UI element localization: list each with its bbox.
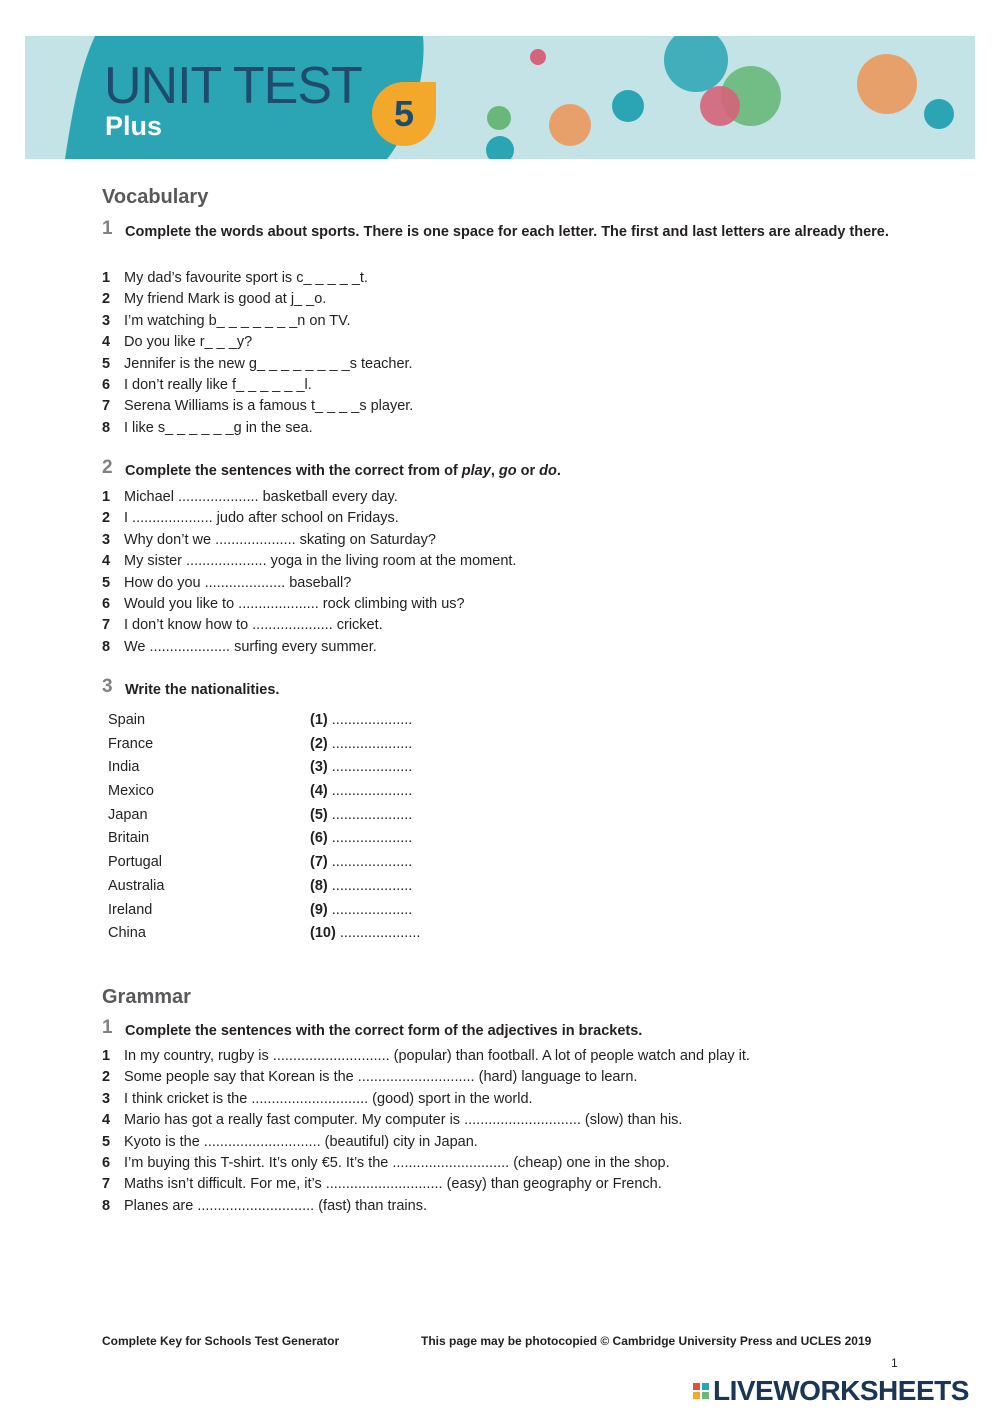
logo-text: LIVEWORKSHEETS [713,1375,969,1406]
sentence: My sister .................... yoga in the living room at the moment. [124,553,517,570]
liveworksheets-logo[interactable] [693,1376,969,1406]
list-item: 6 I don’t really like f_ _ _ _ _ _l. [102,376,312,393]
table-row: France (2) .................... [108,733,420,757]
list-item: 4 Do you like r_ _ _y? [102,334,253,351]
list-item: 3 I think cricket is the ............................. (good) sport in the world. [102,1090,533,1107]
instruction-text: Complete the words about sports. There is one space for each letter. The first and last letters are already there. [125,224,889,240]
list-item: 1 My dad’s favourite sport is c_ _ _ _ _t. [102,270,368,286]
exercise-number: 1 [102,1017,113,1038]
answer-blank[interactable]: .................... [331,901,413,918]
grammar-heading: Grammar [102,986,191,1008]
answer-blank[interactable]: .................... [331,806,413,823]
sentence: Some people say that Korean is the ............................. (hard) language to learn. [124,1069,638,1086]
list-item: 2 Some people say that Korean is the ............................. (hard) language to learn. [102,1069,638,1086]
answer-blank[interactable]: .................... [339,925,421,942]
sentence: I .................... judo after school on Fridays. [124,510,399,527]
list-item: 2 I .................... judo after school on Fridays. [102,510,399,527]
answer-blank[interactable]: .................... [331,830,413,847]
sentence: Mario has got a really fast computer. My computer is ............................. (slow) than his. [124,1112,683,1129]
list-item: 6 I’m buying this T-shirt. It’s only €5. It’s the ............................. (cheap) one in the shop. [102,1154,670,1171]
list-item: 1 Michael .................... basketball every day. [102,489,398,505]
answer-blank[interactable]: .................... [331,783,413,800]
answer-blank[interactable]: .................... [331,712,413,728]
table-row: Japan (5) .................... [108,804,420,828]
list-item: 8 Planes are ............................. (fast) than trains. [102,1197,427,1214]
exercise-number: 3 [102,676,113,697]
list-item: 7 Serena Williams is a famous t_ _ _ _s player. [102,398,414,415]
table-row: Mexico (4) .................... [108,780,420,804]
table-row: Ireland (9) .................... [108,899,420,923]
unit-number: 5 [393,93,415,134]
country: Japan [108,806,148,823]
instruction-text: Complete the sentences with the correct from of play, go or do. [125,463,561,479]
country: Mexico [108,783,154,800]
sentence: Serena Williams is a famous t_ _ _ _s player. [124,398,414,415]
sentence: I think cricket is the ............................. (good) sport in the world. [124,1090,533,1107]
nationalities-table [108,709,420,946]
vocab-exercise-2-list [102,487,516,658]
vocab-exercise-3-instruction [102,676,892,701]
page-number: 1 [891,1356,898,1370]
country: Australia [108,877,165,894]
country: France [108,735,154,752]
footer-left: Complete Key for Schools Test Generator [102,1334,340,1348]
sentence: My friend Mark is good at j_ _o. [124,291,327,308]
sentence: In my country, rugby is ............................. (popular) than football. A lot of people watch and play it. [124,1048,750,1064]
country: India [108,759,140,776]
list-item: 1 In my country, rugby is ............................. (popular) than football. A lot of people watch and play it. [102,1048,750,1064]
vocab-exercise-1-instruction [102,218,892,243]
sentence: Jennifer is the new g_ _ _ _ _ _ _ _s teacher. [124,355,413,372]
answer-blank[interactable]: .................... [331,854,413,871]
sentence: Maths isn’t difficult. For me, it’s ............................. (easy) than geography or French. [124,1176,662,1193]
answer-blank[interactable]: .................... [331,759,413,776]
unit-test-subtitle: Plus [105,111,163,141]
answer-blank[interactable]: .................... [331,735,413,752]
list-item: 4 My sister .................... yoga in the living room at the moment. [102,553,517,570]
table-row: Britain (6) .................... [108,827,420,851]
instruction-text: Complete the sentences with the correct form of the adjectives in brackets. [125,1023,643,1039]
list-item: 7 Maths isn’t difficult. For me, it’s ............................. (easy) than geography or French. [102,1176,662,1193]
country: China [108,925,146,942]
list-item: 5 How do you .................... baseball? [102,574,352,591]
sentence: I’m watching b_ _ _ _ _ _ _n on TV. [124,312,351,329]
sentence: I don’t know how to .................... cricket. [124,617,383,634]
answer-blank[interactable]: .................... [331,877,413,894]
list-item: 3 I’m watching b_ _ _ _ _ _ _n on TV. [102,312,351,329]
vocab-exercise-1-list [102,268,413,439]
country: Ireland [108,901,153,918]
sentence: My dad’s favourite sport is c_ _ _ _ _t. [124,270,368,286]
sentence: I’m buying this T-shirt. It’s only €5. It’s the ............................. (cheap) one in the shop. [124,1154,670,1171]
exercise-number: 2 [102,457,113,478]
table-row: Spain (1) .................... [108,709,420,733]
country: Spain [108,712,146,728]
vocab-exercise-2-instruction [102,457,892,482]
list-item: 5 Kyoto is the ............................. (beautiful) city in Japan. [102,1133,478,1150]
list-item: 8 I like s_ _ _ _ _ _g in the sea. [102,419,313,436]
list-item: 3 Why don’t we .................... skating on Saturday? [102,531,436,548]
instruction-text: Write the nationalities. [125,682,280,698]
liveworksheets-icon [693,1383,709,1399]
list-item: 5 Jennifer is the new g_ _ _ _ _ _ _ _s teacher. [102,355,413,372]
sentence: I don’t really like f_ _ _ _ _ _l. [124,376,312,393]
sentence: Why don’t we .................... skating on Saturday? [124,531,436,548]
table-row: Australia (8) .................... [108,875,420,899]
sentence: Planes are ............................. (fast) than trains. [124,1197,427,1214]
list-item: 8 We .................... surfing every summer. [102,638,377,655]
table-row: India (3) .................... [108,756,420,780]
table-row: Portugal (7) .................... [108,851,420,875]
list-item: 7 I don’t know how to .................... cricket. [102,617,383,634]
list-item: 6 Would you like to .................... rock climbing with us? [102,595,465,612]
exercise-number: 1 [102,218,113,239]
vocabulary-heading: Vocabulary [102,186,209,208]
list-item: 4 Mario has got a really fast computer. My computer is ............................. (slow) than his. [102,1112,683,1129]
country: Portugal [108,854,163,871]
grammar-exercise-1-instruction [102,1017,892,1042]
sentence: Do you like r_ _ _y? [124,334,253,351]
unit-test-title: UNIT TEST [104,57,362,115]
sentence: Michael .................... basketball every day. [124,489,398,505]
list-item: 2 My friend Mark is good at j_ _o. [102,291,327,308]
sentence: Kyoto is the ............................. (beautiful) city in Japan. [124,1133,478,1150]
footer-copyright: This page may be photocopied © Cambridge University Press and UCLES 2019 [421,1334,872,1348]
sentence: I like s_ _ _ _ _ _g in the sea. [124,419,313,436]
table-row: China (10) .................... [108,922,420,946]
sentence: Would you like to .................... rock climbing with us? [124,595,465,612]
sentence: How do you .................... baseball? [124,574,352,591]
grammar-exercise-1-list [102,1046,750,1217]
country: Britain [108,830,150,847]
sentence: We .................... surfing every summer. [124,638,377,655]
